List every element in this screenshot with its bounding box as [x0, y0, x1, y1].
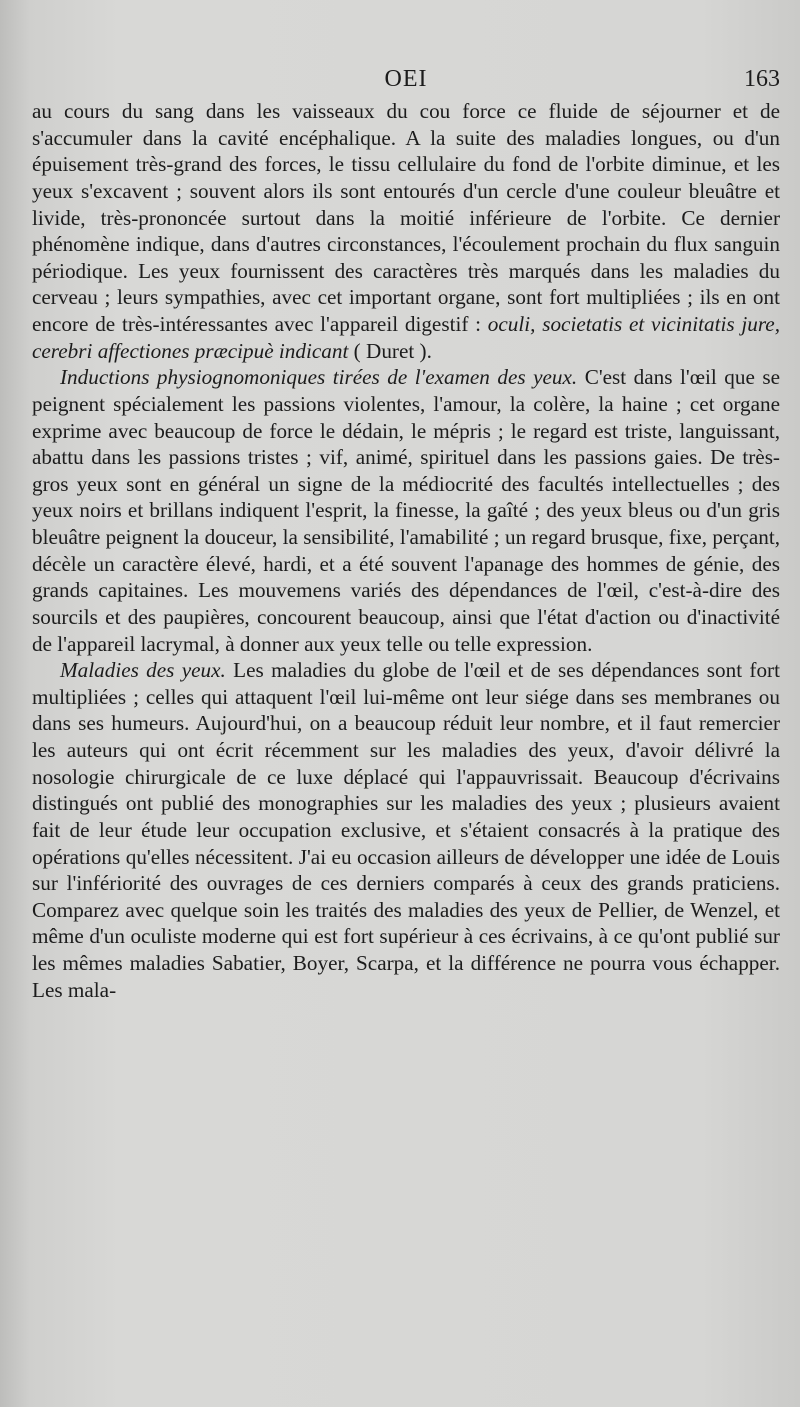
text-run: C'est dans l'œil que se peignent spécialement les passions violentes, l'amour, la colère, la haine ; cet organe exprime avec beaucoup de force le dédain, le mépris ; le regard est triste, languissant, abattu dans les passions tristes ; vif, animé, spirituel dans les passions gaies. De très-gros yeux sont en général un signe de la médiocrité des facultés intellectuelles ; des yeux noirs et brillans indiquent l'esprit, la finesse, la gaîté ; des yeux bleus ou d'un gris bleuâtre peignent la douceur, la sensibilité, l'amabilité ; un regard brusque, fixe, perçant, décèle un caractère élevé, hardi, et a été souvent l'apanage des hommes de génie, des grands capitaines. Les mouvemens variés des dépendances de l'œil, c'est-à-dire des sourcils et des paupières, concourent beaucoup, ainsi que l'état d'action ou d'inactivité de l'appareil lacrymal, à donner aux yeux telle ou telle expression. [32, 365, 780, 656]
paragraph-eye-sympathies [32, 98, 780, 364]
latin-quotation: oculi, societatis et vicinitatis jure, cerebri affectiones præcipuè indicant [32, 312, 780, 363]
section-heading-maladies: Maladies des yeux. [60, 658, 226, 683]
page-header [32, 66, 780, 100]
text-run: Les maladies du globe de l'œil et de ses dépendances sont fort multipliées ; celles qui attaquent l'œil lui-même ont leur siége dans ses membranes ou dans ses humeurs. Aujourd'hui, on a beaucoup réduit leur nombre, et il faut remercier les auteurs qui ont écrit récemment sur les maladies des yeux, d'avoir délivré la nosologie chirurgicale de ce luxe déplacé qui l'appauvrissait. Beaucoup d'écrivains distingués ont publié des monographies sur les maladies des yeux ; plusieurs avaient fait de leur étude leur occupation exclusive, et s'étaient consacrés à la pratique des opérations qu'elles nécessitent. J'ai eu occasion ailleurs de développer une idée de Louis sur l'infériorité des ouvrages de ces derniers comparés à ceux des grands praticiens. Comparez avec quelque soin les traités des maladies des yeux de Pellier, de Wenzel, et même d'un oculiste moderne qui est fort supérieur à ces écrivains, à ce qu'ont publié sur les mêmes maladies Sabatier, Boyer, Scarpa, et la différence ne pourra vous échapper. Les mala- [32, 658, 781, 1002]
paragraph-eye-diseases [32, 657, 780, 1003]
running-head: OEI [384, 66, 428, 92]
page-number: 163 [744, 66, 780, 92]
text-run: au cours du sang dans les vaisseaux du cou force ce fluide de séjourner et de s'accumuler dans la cavité encéphalique. A la suite des maladies longues, ou d'un épuisement très-grand des forces, le tissu cellulaire du fond de l'orbite diminue, et les yeux s'excavent ; souvent alors ils sont entourés d'un cercle d'une couleur bleuâtre et livide, très-prononcée surtout dans la moitié inférieure de l'orbite. Ce dernier phénomène indique, dans d'autres circonstances, l'écoulement prochain du flux sanguin périodique. Les yeux fournissent des caractères très marqués dans les maladies du cerveau ; leurs sympathies, avec cet important organe, sont fort multipliées ; ils en ont encore de très-intéressantes avec l'appareil digestif : [32, 99, 780, 336]
paragraph-physiognomonic-inductions [32, 364, 780, 657]
body-text [32, 98, 780, 1003]
citation: ( Duret ). [348, 338, 432, 363]
section-heading-inductions: Inductions physiognomoniques tirées de l'examen des yeux. [60, 365, 578, 390]
